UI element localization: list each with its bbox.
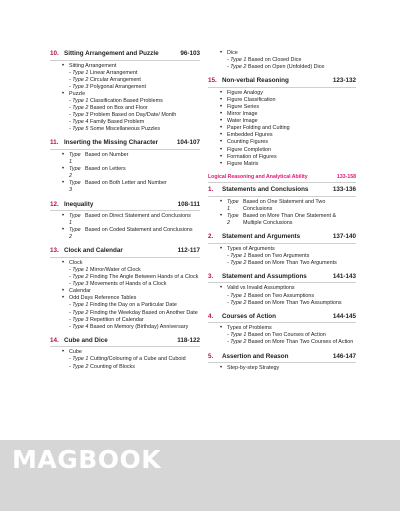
topic-item: • Water Image <box>220 118 356 125</box>
subtype-label: - Type 1 <box>69 97 89 104</box>
chapter-number: 3. <box>208 272 214 280</box>
subtype-label: - Type 2 <box>69 105 89 112</box>
part-header-pages: 133-158 <box>336 173 356 180</box>
subtype-item <box>62 302 200 309</box>
subtype-item <box>62 84 200 91</box>
subtype-text: Based on Box and Floor <box>90 105 148 112</box>
subtype-label: - Type 2 <box>227 64 247 71</box>
subtype-item <box>62 112 200 119</box>
type-text: Based on Direct Statement and Conclusions <box>85 213 191 219</box>
subtype-label: - Type 2 <box>69 309 89 316</box>
subtype-text: Linear Arrangement <box>90 69 138 76</box>
chapter-header <box>208 186 356 197</box>
chapter-pages: 96-103 <box>180 50 200 57</box>
subtype-text: Counting of Blocks <box>90 363 135 370</box>
chapter-number: 1. <box>208 186 214 194</box>
topic-list <box>208 325 356 346</box>
chapter-pages: 112-117 <box>177 247 200 255</box>
type-label: • Type 3 <box>69 180 81 194</box>
right-sections-a <box>208 77 356 168</box>
topic-item: • Sitting Arrangement <box>62 63 200 70</box>
chapter-section <box>208 77 356 168</box>
subtype-label: - Type 2 <box>69 274 89 281</box>
topic-item: • Clock <box>62 260 200 267</box>
chapter-section <box>208 186 356 227</box>
chapter-section <box>50 139 200 194</box>
subtype-text: Based on Two Assumptions <box>248 292 315 299</box>
type-text: Based on One Statement and Two Conclusions <box>243 198 326 212</box>
chapter-number: 12. <box>50 200 59 208</box>
subtype-text: Based on Memory (Birthday) Anniversary <box>90 323 189 330</box>
subtype-item <box>62 274 200 281</box>
chapter-title: Inserting the Missing Character <box>64 139 159 147</box>
chapter-pages: 133-136 <box>332 186 356 194</box>
subtype-label: - Type 1 <box>227 57 247 64</box>
chapter-number: 10. <box>50 50 59 57</box>
type-text: Based on More Than One Statement & Multiple Conclusions <box>243 213 337 227</box>
chapter-pages: 118-122 <box>177 336 200 344</box>
chapter-pages: 144-145 <box>332 312 356 320</box>
part-header <box>208 174 356 184</box>
topic-item: • Types of Problems <box>220 325 356 332</box>
type-item <box>62 227 200 241</box>
topic-list <box>208 246 356 267</box>
topic-item: • Mirror Image <box>220 111 356 118</box>
contents-left-column <box>50 50 200 377</box>
chapter-title: Sitting Arrangement and Puzzle <box>64 50 159 57</box>
chapter-section <box>50 247 200 330</box>
chapter-number: 2. <box>208 233 214 241</box>
subtype-text: Cutting/Colouring of a Cube and Cuboid <box>90 356 186 363</box>
subtype-label: - Type 2 <box>69 76 89 83</box>
type-item <box>220 199 356 213</box>
type-text: Based on Letters <box>85 166 126 173</box>
subtype-item <box>62 105 200 112</box>
chapter-section <box>208 313 356 347</box>
topic-item: • Embedded Figures <box>220 132 356 139</box>
chapter-number: 11. <box>50 139 59 147</box>
subtype-label: - Type 1 <box>227 252 247 259</box>
chapter-number: 14. <box>50 336 59 344</box>
brand-logo: MAGBOOK <box>12 445 162 474</box>
chapter-title: Statements and Conclusions <box>222 186 309 194</box>
subtype-label: - Type 1 <box>227 332 247 339</box>
type-label: • Type 2 <box>69 227 81 241</box>
chapter-header <box>208 77 356 88</box>
chapter-pages: 123-132 <box>332 77 356 85</box>
type-label: • Type 1 <box>69 213 81 227</box>
subtype-item <box>220 64 356 71</box>
subtype-label: - Type 3 <box>69 83 89 90</box>
chapter-header <box>50 247 200 258</box>
chapter-header <box>50 139 200 150</box>
type-text: Based on Both Letter and Number <box>85 180 167 187</box>
subtype-text: Based on Closed Dice <box>248 57 302 64</box>
subtype-label: - Type 1 <box>69 356 89 363</box>
subtype-text: Classification Based Problems <box>90 97 163 104</box>
topic-item: • Valid vs Invalid Assumptions <box>220 285 356 292</box>
chapter-header <box>208 233 356 244</box>
chapter-header <box>208 313 356 324</box>
subtype-label: - Type 4 <box>69 119 89 126</box>
subtype-text: Movements of Hands of a Clock <box>90 281 167 288</box>
chapter-title: Assertion and Reason <box>222 352 289 360</box>
topic-item: • Figure Analogy <box>220 90 356 97</box>
subtype-text: Polygonal Arrangement <box>90 83 147 90</box>
subtype-item <box>220 339 356 346</box>
subtype-label: - Type 1 <box>69 302 89 309</box>
subtype-item <box>220 293 356 300</box>
chapter-title: Cube and Dice <box>64 336 108 344</box>
subtype-text: Circular Arrangement <box>90 76 141 83</box>
subtype-item <box>62 364 200 371</box>
type-text: Based on Number <box>85 151 129 158</box>
subtype-item <box>62 98 200 105</box>
topic-item: • Cube <box>62 349 200 356</box>
chapter-section <box>208 273 356 307</box>
subtype-label: - Type 5 <box>69 126 89 133</box>
topic-item: • Counting Figures <box>220 139 356 146</box>
chapter-number: 13. <box>50 247 59 255</box>
topic-item: • Puzzle <box>62 91 200 98</box>
subtype-label: - Type 3 <box>69 281 89 288</box>
topic-item: • Dice <box>220 50 356 57</box>
chapter-number: 15. <box>208 77 217 85</box>
subtype-text: Based on Two Arguments <box>248 252 310 259</box>
topic-list <box>208 365 356 372</box>
chapter-pages: 108-111 <box>177 200 200 208</box>
subtype-item <box>220 57 356 64</box>
subtype-item <box>62 126 200 133</box>
chapter-section <box>50 201 200 242</box>
topic-item: • Paper Folding and Cutting <box>220 125 356 132</box>
subtype-item <box>220 300 356 307</box>
subtype-label: - Type 2 <box>227 339 247 346</box>
subtype-label: - Type 1 <box>227 292 247 299</box>
chapter-title: Statement and Assumptions <box>222 272 307 280</box>
topic-list <box>208 90 356 168</box>
part-header-title: Logical Reasoning and Analytical Ability <box>208 173 308 180</box>
subtype-item <box>62 119 200 126</box>
subtype-item <box>62 281 200 288</box>
subtype-text: Problem Based on Day/Date/ Month <box>90 112 177 119</box>
footer-band <box>0 440 400 511</box>
chapter-title: Inequality <box>64 200 94 208</box>
subtype-item <box>220 260 356 267</box>
chapter-section <box>50 337 200 371</box>
subtype-item <box>62 317 200 324</box>
subtype-label: - Type 2 <box>227 299 247 306</box>
chapter-section <box>208 233 356 267</box>
subtype-text: Some Miscellaneous Puzzles <box>90 126 161 133</box>
subtype-label: - Type 4 <box>69 323 89 330</box>
chapter-header <box>50 201 200 212</box>
type-label: • Type 1 <box>227 198 239 212</box>
chapter-pages: 146-147 <box>332 352 356 360</box>
right-sections-b <box>208 186 356 372</box>
subtype-text: Based on More Than Two Assumptions <box>248 299 342 306</box>
chapter-number: 5. <box>208 352 214 360</box>
chapter-header <box>50 337 200 348</box>
subtype-item <box>62 77 200 84</box>
topic-item: • Figure Series <box>220 104 356 111</box>
contents-right-column <box>208 50 356 378</box>
subtype-text: Based on More Than Two Arguments <box>248 259 337 266</box>
chapter-header <box>50 50 200 61</box>
chapter-pages: 137-140 <box>332 233 356 241</box>
topic-item: • Types of Arguments <box>220 246 356 253</box>
subtype-label: - Type 1 <box>69 69 89 76</box>
topic-item: • Step-by-step Strategy <box>220 365 356 372</box>
subtype-text: Repetition of Calendar <box>90 316 144 323</box>
subtype-item <box>62 356 200 363</box>
type-item <box>62 152 200 166</box>
subtype-text: Based on More Than Two Courses of Action <box>248 339 354 346</box>
topic-item: • Figure Completion <box>220 147 356 154</box>
topic-list <box>208 199 356 227</box>
type-item <box>220 213 356 227</box>
topic-list <box>50 260 200 331</box>
subtype-text: Finding the Weekday Based on Another Date <box>90 309 198 316</box>
subtype-text: Finding the Day on a Particular Date <box>90 302 177 309</box>
topic-list <box>208 285 356 306</box>
topic-list <box>50 213 200 241</box>
chapter-header <box>208 353 356 364</box>
subtype-item <box>62 267 200 274</box>
topic-list <box>208 50 356 71</box>
subtype-item <box>220 332 356 339</box>
chapter-pages: 104-107 <box>176 139 200 147</box>
dice-continuation <box>208 50 356 71</box>
subtype-item <box>220 253 356 260</box>
subtype-label: - Type 2 <box>227 259 247 266</box>
subtype-item <box>62 324 200 331</box>
topic-list <box>50 63 200 134</box>
chapter-title: Clock and Calendar <box>64 247 123 255</box>
subtype-text: Family Based Problem <box>90 119 145 126</box>
chapter-title: Statement and Arguments <box>222 233 301 241</box>
chapter-section <box>208 353 356 373</box>
chapter-pages: 141-143 <box>332 272 356 280</box>
subtype-label: - Type 1 <box>69 266 89 273</box>
subtype-text: Based on Two Courses of Action <box>248 332 326 339</box>
subtype-text: Finding The Angle Between Hands of a Clock <box>90 274 199 281</box>
type-label: • Type 2 <box>69 166 81 180</box>
type-item <box>62 166 200 180</box>
chapter-section <box>50 50 200 133</box>
chapter-number: 4. <box>208 312 214 320</box>
topic-list <box>50 349 200 370</box>
subtype-text: Based on Open (Unfolded) Dice <box>248 64 325 71</box>
topic-item: • Odd Days Reference Tables <box>62 295 200 302</box>
type-text: Based on Coded Statement and Conclusions <box>85 227 193 234</box>
subtype-label: - Type 2 <box>69 363 89 370</box>
subtype-label: - Type 3 <box>69 316 89 323</box>
chapter-title: Non-verbal Reasoning <box>222 77 289 85</box>
topic-list <box>50 152 200 195</box>
type-label: • Type 2 <box>227 213 239 227</box>
chapter-title: Courses of Action <box>222 312 276 320</box>
topic-item: • Figure Matrix <box>220 161 356 168</box>
topic-item: • Figure Classification <box>220 97 356 104</box>
type-item <box>62 180 200 194</box>
type-item <box>62 213 200 227</box>
subtype-label: - Type 3 <box>69 112 89 119</box>
subtype-text: Mirror/Water of Clock <box>90 266 141 273</box>
type-label: • Type 1 <box>69 151 81 166</box>
chapter-header <box>208 273 356 284</box>
topic-item: • Formation of Figures <box>220 154 356 161</box>
topic-item: • Calendar <box>62 288 200 295</box>
subtype-item <box>62 70 200 77</box>
subtype-item <box>62 310 200 317</box>
